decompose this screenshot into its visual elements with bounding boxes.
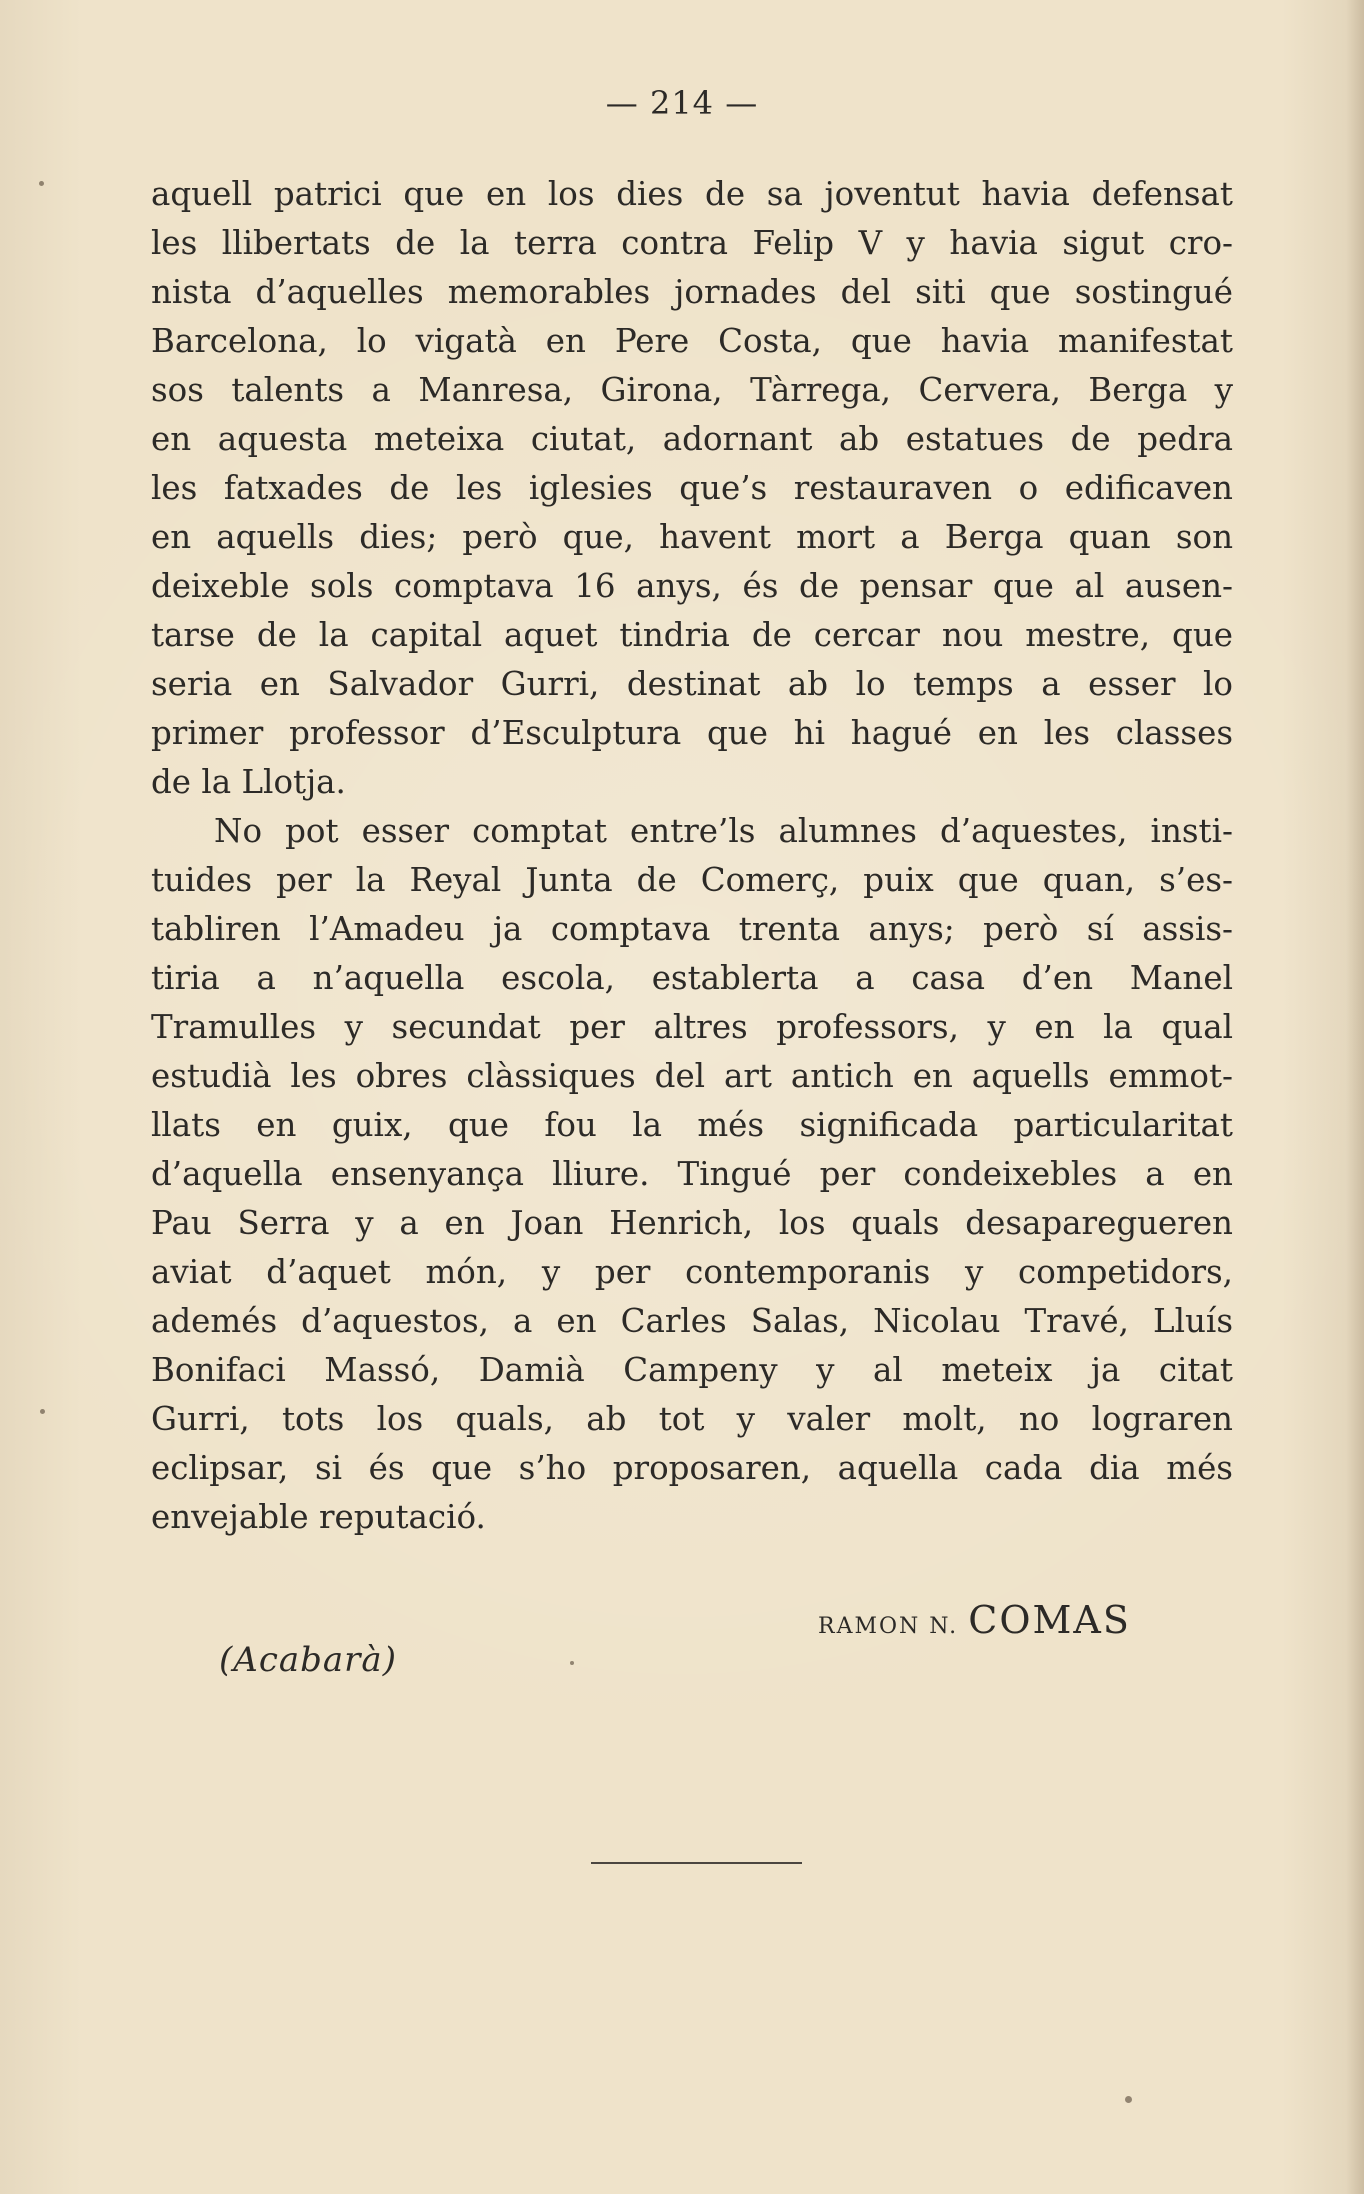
text-line: eclipsar, si és que s’ho proposaren, aquella cada dia més: [151, 1449, 1233, 1487]
text-line: sos talents a Manresa, Girona, Tàrrega, Cervera, Berga y: [151, 371, 1233, 409]
text-line: d’aquella ensenyança lliure. Tingué per condeixebles a en: [151, 1155, 1233, 1193]
ink-speck: [39, 181, 44, 186]
text-line: seria en Salvador Gurri, destinat ab lo temps a esser lo: [151, 665, 1233, 703]
text-line: tiria a n’aquella escola, establerta a casa d’en Manel: [151, 959, 1233, 997]
text-line: Bonifaci Massó, Damià Campeny y al meteix ja citat: [151, 1351, 1233, 1389]
text-line: aquell patrici que en los dies de sa joventut havia defensat: [151, 175, 1233, 213]
text-line: les llibertats de la terra contra Felip V y havia sigut cro-: [151, 224, 1233, 262]
text-line: Gurri, tots los quals, ab tot y valer molt, no lograren: [151, 1400, 1233, 1438]
ink-speck: [40, 1409, 45, 1414]
ink-speck: [1125, 2096, 1132, 2103]
author-last-name: COMAS: [968, 1598, 1131, 1642]
text-line: en aquesta meteixa ciutat, adornant ab estatues de pedra: [151, 420, 1233, 458]
text-line: llats en guix, que fou la més significada particularitat: [151, 1106, 1233, 1144]
paragraph-1: [151, 170, 1233, 807]
text-line: en aquells dies; però que, havent mort a Berga quan son: [151, 518, 1233, 556]
text-line: primer professor d’Esculptura que hi hagué en les classes: [151, 714, 1233, 752]
text-line: de la Llotja.: [151, 763, 346, 801]
text-line: tarse de la capital aquet tindria de cercar nou mestre, que: [151, 616, 1233, 654]
text-line: nista d’aquelles memorables jornades del siti que sostingué: [151, 273, 1233, 311]
text-line: tuides per la Reyal Junta de Comerç, puix que quan, s’es-: [151, 861, 1233, 899]
text-line: les fatxades de les iglesies que’s restauraven o edificaven: [151, 469, 1233, 507]
text-line: Barcelona, lo vigatà en Pere Costa, que havia manifestat: [151, 322, 1233, 360]
text-line: deixeble sols comptava 16 anys, és de pensar que al ausen-: [151, 567, 1233, 605]
text-line: Tramulles y secundat per altres professors, y en la qual: [151, 1008, 1233, 1046]
text-line: ademés d’aquestos, a en Carles Salas, Nicolau Travé, Lluís: [151, 1302, 1233, 1340]
text-line: envejable reputació.: [151, 1498, 486, 1536]
author-first-name: RAMON N.: [818, 1614, 959, 1639]
text-line: estudià les obres clàssiques del art antich en aquells emmot-: [151, 1057, 1233, 1095]
text-line: aviat d’aquet món, y per contemporanis y competidors,: [151, 1253, 1233, 1291]
text-line: Pau Serra y a en Joan Henrich, los quals desaparegueren: [151, 1204, 1233, 1242]
continuation-note: (Acabarà): [219, 1640, 397, 1680]
author-signature: [818, 1598, 1131, 1642]
text-line: No pot esser comptat entre’ls alumnes d’aquestes, insti-: [214, 812, 1233, 850]
page-edge-shadow: [1346, 0, 1364, 2194]
section-divider: [591, 1862, 802, 1864]
page-number: — 214 —: [605, 84, 759, 122]
text-line: tabliren l’Amadeu ja comptava trenta anys; però sí assis-: [151, 910, 1233, 948]
body-text: [151, 170, 1233, 1542]
paragraph-2: [151, 807, 1233, 1542]
ink-speck: [570, 1661, 574, 1665]
